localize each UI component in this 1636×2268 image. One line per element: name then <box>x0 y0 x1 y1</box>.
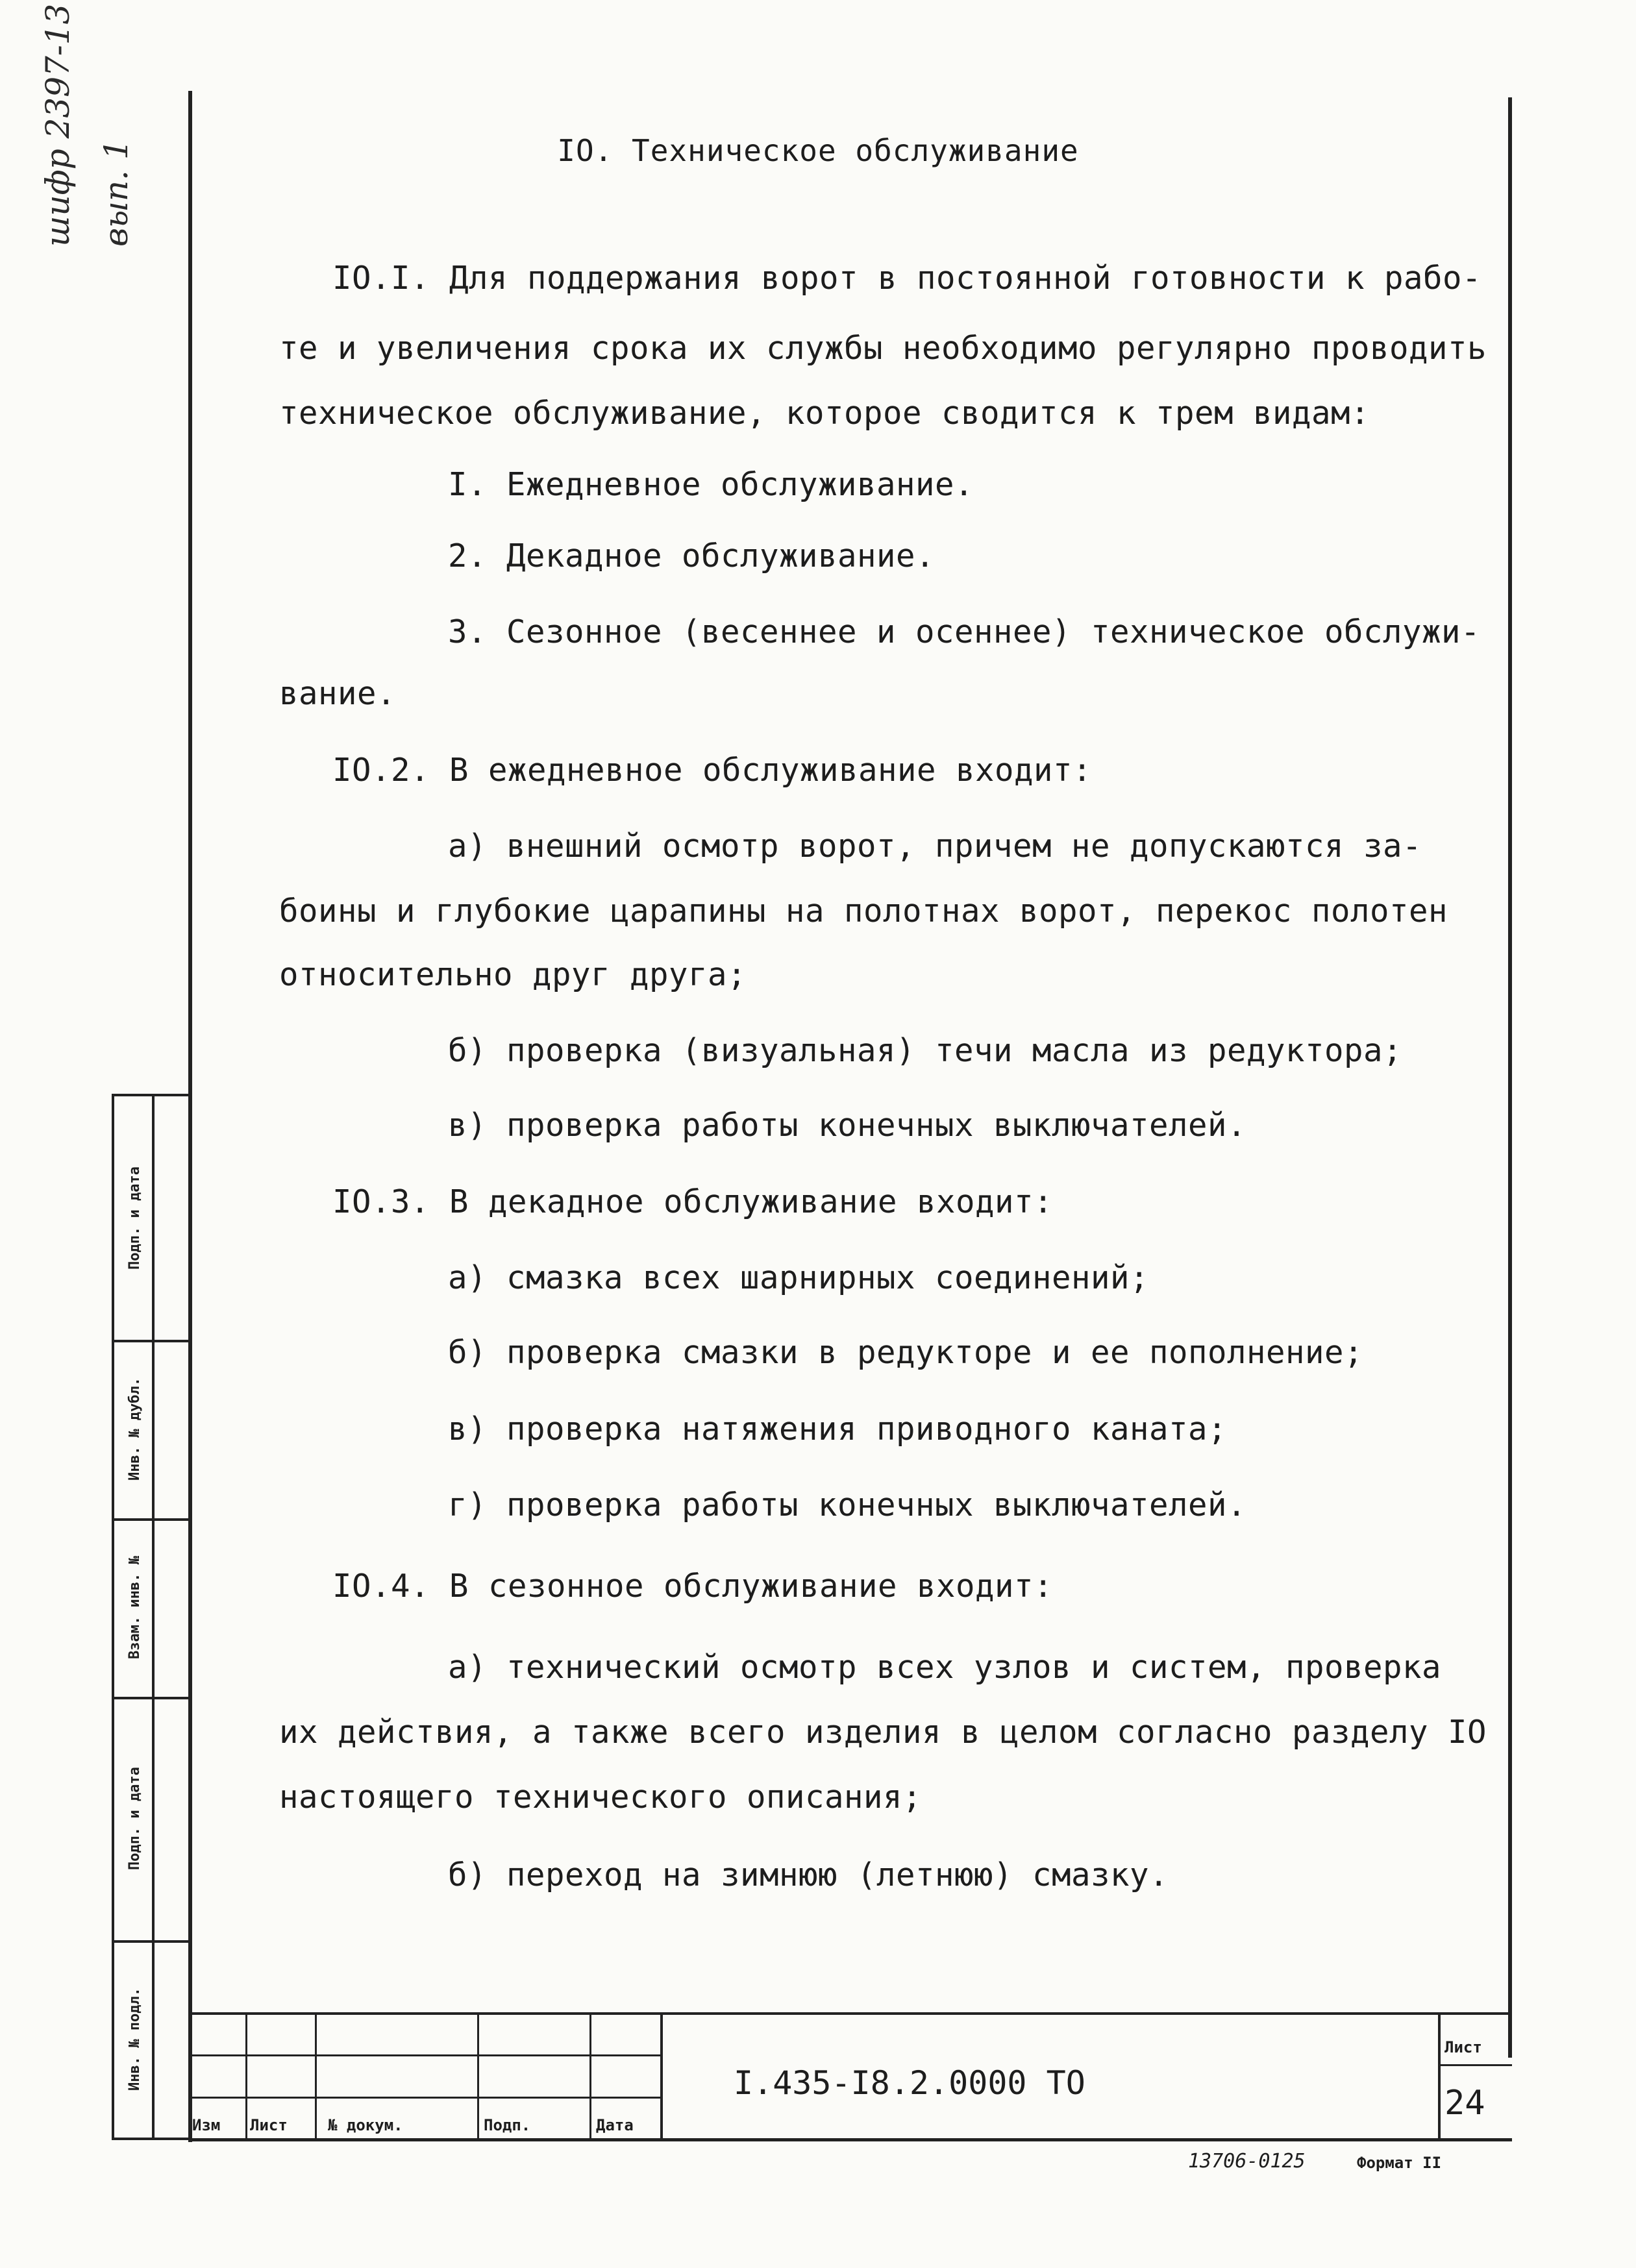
document-code: I.435-I8.2.0000 ТО <box>734 2064 1085 2102</box>
title-block <box>188 2012 1512 2141</box>
label-signature: Подп. <box>484 2116 531 2134</box>
paragraph-line: те и увеличения срока их службы необходимо регулярно проводить <box>279 330 1487 367</box>
side-label-sign-date: Подп. и дата <box>126 1767 143 1870</box>
handwritten-note: шифр 2397-13 <box>39 3 77 247</box>
paragraph-line: относительно друг друга; <box>279 956 747 993</box>
paragraph-line: IO.4. В сезонное обслуживание входит: <box>332 1568 1054 1605</box>
sheet-number: 24 <box>1444 2084 1485 2123</box>
list-item: б) переход на зимнюю (летнюю) смазку. <box>448 1856 1169 1893</box>
title-block-divider <box>477 2012 479 2141</box>
list-item: а) внешний осмотр ворот, причем не допускаются за- <box>448 828 1422 865</box>
list-item: 2. Декадное обслуживание. <box>448 537 936 574</box>
title-block-divider <box>1439 2064 1512 2066</box>
handwritten-note: вып. 1 <box>97 139 135 247</box>
label-doc-number: № докум. <box>328 2116 403 2134</box>
list-item: а) технический осмотр всех узлов и систем, проверка <box>448 1649 1442 1686</box>
title-block-divider <box>589 2012 591 2141</box>
title-block-divider <box>188 2012 1512 2015</box>
sheet-label: Лист <box>1444 2038 1482 2056</box>
list-item: б) проверка смазки в редукторе и ее пополнение; <box>448 1334 1364 1371</box>
side-stamp-table <box>112 1094 191 2140</box>
list-item: б) проверка (визуальная) течи масла из редуктора; <box>448 1032 1403 1069</box>
side-label-orig-inv: Инв. № подл. <box>126 1988 143 2091</box>
paragraph-line: IO.2. В ежедневное обслуживание входит: <box>332 752 1093 789</box>
frame-right-border <box>1508 97 1512 2058</box>
paragraph-line: IO.3. В декадное обслуживание входит: <box>332 1183 1054 1220</box>
side-label-replace-inv: Взам. инв. № <box>126 1556 143 1659</box>
paragraph-line: IO.I. Для поддержания ворот в постоянной готовности к рабо- <box>332 260 1482 297</box>
title-block-divider <box>315 2012 317 2141</box>
format-label: Формат II <box>1357 2154 1442 2172</box>
paragraph-line: их действия, а также всего изделия в целом согласно разделу IO <box>279 1714 1487 1751</box>
list-item: 3. Сезонное (весеннее и осеннее) техническое обслужи- <box>448 613 1481 650</box>
order-number: 13706-0125 <box>1188 2150 1306 2173</box>
side-label-dup-inv: Инв. № дубл. <box>126 1377 143 1481</box>
list-item: в) проверка натяжения приводного каната; <box>448 1411 1228 1448</box>
label-change: Изм <box>192 2116 221 2134</box>
paragraph-line: настоящего технического описания; <box>279 1779 923 1816</box>
paragraph-line: боины и глубокие царапины на полотнах ворот, перекос полотен <box>279 893 1448 930</box>
side-label-sign-date: Подп. и дата <box>126 1166 143 1270</box>
list-item: I. Ежедневное обслуживание. <box>448 466 974 503</box>
side-table-divider <box>152 1096 155 2138</box>
title-block-divider <box>245 2012 247 2141</box>
paragraph-line: техническое обслуживание, которое сводится к трем видам: <box>279 395 1370 432</box>
title-block-divider <box>660 2012 663 2141</box>
list-item: в) проверка работы конечных выключателей. <box>448 1107 1247 1144</box>
label-sheet: Лист <box>250 2116 288 2134</box>
label-date: Дата <box>596 2116 634 2134</box>
list-item: а) смазка всех шарнирных соединений; <box>448 1259 1150 1296</box>
section-title: IO. Техническое обслуживание <box>557 133 1079 168</box>
paragraph-line: вание. <box>279 675 397 712</box>
title-block-divider <box>1438 2012 1441 2141</box>
list-item: г) проверка работы конечных выключателей. <box>448 1486 1247 1523</box>
